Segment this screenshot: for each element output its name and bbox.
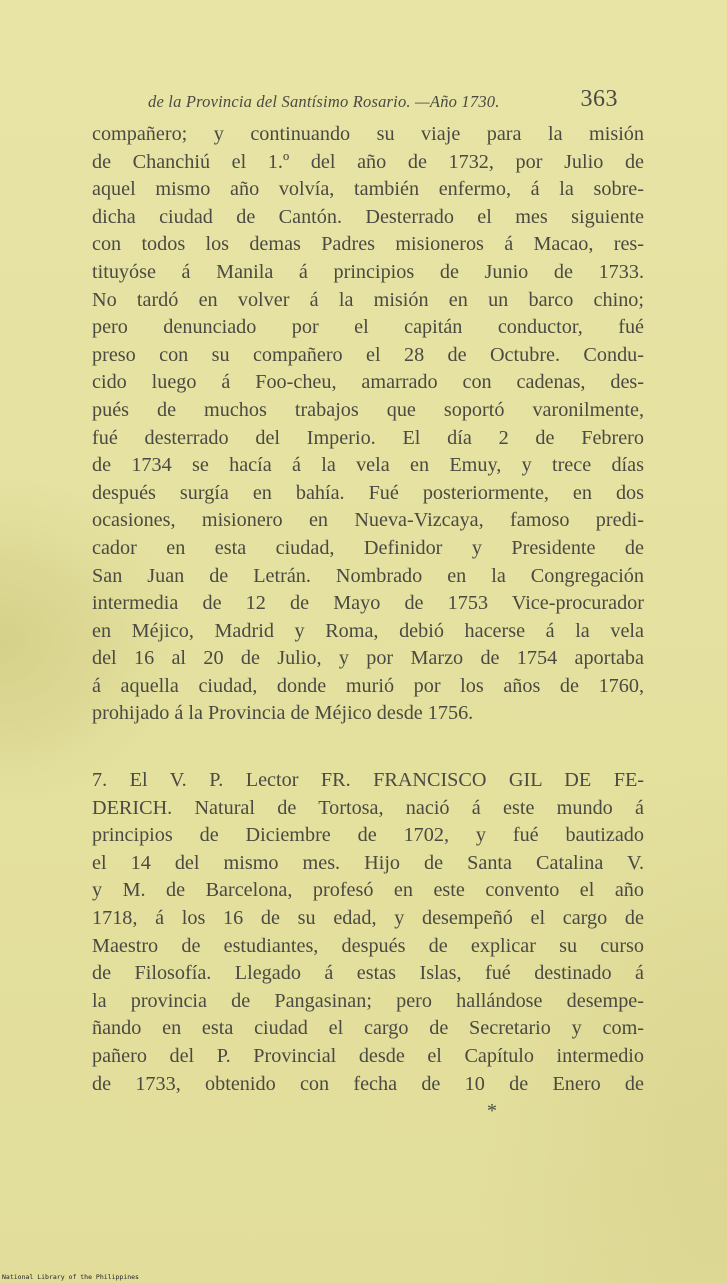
text-line: fué desterrado del Imperio. El día 2 de Febrero: [92, 426, 644, 449]
paragraph-2: [92, 767, 644, 1098]
signature-mark: *: [487, 1100, 497, 1122]
text-line: en Méjico, Madrid y Roma, debió hacerse á la vela: [92, 619, 644, 642]
text-line: con todos los demas Padres misioneros á Macao, res-: [92, 233, 644, 256]
text-line: ñando en esta ciudad el cargo de Secretario y com-: [92, 1017, 644, 1040]
text-line: de Chanchiú el 1.º del año de 1732, por Julio de: [92, 150, 644, 173]
text-line: prohijado á la Provincia de Méjico desde 1756.: [92, 702, 474, 725]
text-line: ocasiones, misionero en Nueva-Vizcaya, famoso predi-: [92, 509, 644, 532]
text-line: pero denunciado por el capitán conductor, fué: [92, 316, 644, 339]
text-line: aquel mismo año volvía, también enfermo, á la sobre-: [92, 178, 644, 201]
running-title: de la Provincia del Santísimo Rosario. —Año 1730.: [148, 92, 500, 111]
text-line: el 14 del mismo mes. Hijo de Santa Catalina V.: [92, 851, 644, 874]
text-line: pués de muchos trabajos que soportó varonilmente,: [92, 398, 644, 421]
text-line: cido luego á Foo-cheu, amarrado con cadenas, des-: [92, 371, 644, 394]
text-line: del 16 al 20 de Julio, y por Marzo de 1754 aportaba: [92, 647, 644, 670]
text-line: 7. El V. P. Lector FR. FRANCISCO GIL DE FE-: [92, 769, 644, 791]
text-line: pañero del P. Provincial desde el Capítulo intermedio: [92, 1044, 644, 1067]
text-line: de 1733, obtenido con fecha de 10 de Enero de: [92, 1072, 644, 1095]
text-line: principios de Diciembre de 1702, y fué bautizado: [92, 824, 644, 847]
page-number: 363: [580, 86, 618, 112]
text-line: y M. de Barcelona, profesó en este convento el año: [92, 879, 644, 902]
text-line: DERICH. Natural de Tortosa, nació á este mundo á: [92, 796, 644, 819]
text-line: de 1734 se hacía á la vela en Emuy, y trece días: [92, 454, 644, 477]
text-line: San Juan de Letrán. Nombrado en la Congregación: [92, 564, 644, 587]
running-header: [148, 86, 618, 116]
text-line: compañero; y continuando su viaje para la misión: [92, 123, 644, 145]
text-line: 1718, á los 16 de su edad, y desempeñó el cargo de: [92, 906, 644, 929]
text-line: No tardó en volver á la misión en un barco chino;: [92, 288, 644, 311]
text-line: Maestro de estudiantes, después de explicar su curso: [92, 934, 644, 957]
paragraph-1: [92, 121, 644, 728]
text-line: á aquella ciudad, donde murió por los años de 1760,: [92, 674, 644, 697]
text-line: dicha ciudad de Cantón. Desterrado el mes siguiente: [92, 205, 644, 228]
text-line: de Filosofía. Llegado á estas Islas, fué destinado á: [92, 962, 644, 985]
text-line: la provincia de Pangasinan; pero hallándose desempe-: [92, 989, 644, 1012]
text-line: intermedia de 12 de Mayo de 1753 Vice-procurador: [92, 592, 644, 615]
text-line: después surgía en bahía. Fué posteriormente, en dos: [92, 481, 644, 504]
library-stamp: National Library of the Philippines: [2, 1273, 139, 1281]
text-line: preso con su compañero el 28 de Octubre. Condu-: [92, 343, 644, 366]
text-line: cador en esta ciudad, Definidor y Presidente de: [92, 536, 644, 559]
text-line: tituyóse á Manila á principios de Junio de 1733.: [92, 260, 644, 283]
